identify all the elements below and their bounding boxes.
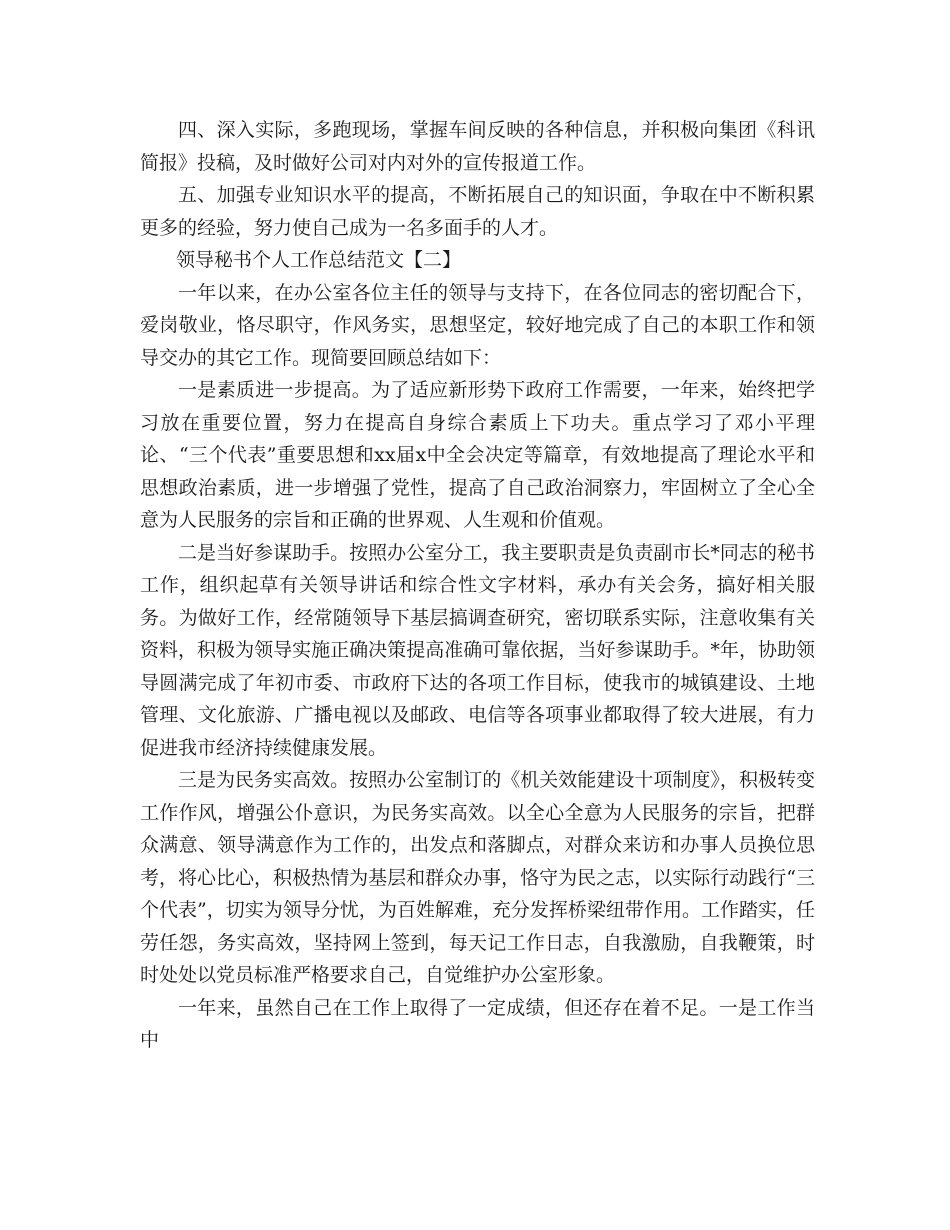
paragraph-item-five: 五、加强专业知识水平的提高，不断拓展自己的知识面，争取在中不断积累更多的经验，努力使自己成为一名多面手的人才。 [140, 184, 815, 239]
document-body [140, 114, 815, 1057]
paragraph-shortcomings: 一年来，虽然自己在工作上取得了一定成绩，但还存在着不足。一是工作当中 [140, 996, 815, 1051]
paragraph-intro: 一年以来，在办公室各位主任的领导与支持下，在各位同志的密切配合下，爱岗敬业，恪尽职守，作风务实，思想坚定，较好地完成了自己的本职工作和领导交办的其它工作。现简要回顾总结如下： [140, 281, 815, 369]
paragraph-item-four: 四、深入实际，多跑现场，掌握车间反映的各种信息，并积极向集团《科讯简报》投稿，及时做好公司对内对外的宣传报道工作。 [140, 119, 815, 174]
paragraph-quality: 一是素质进一步提高。为了适应新形势下政府工作需要，一年来，始终把学习放在重要位置，努力在提高自身综合素质上下功夫。重点学习了邓小平理论、“三个代表”重要思想和xx届x中全会决定等篇章，有效地提高了理论水平和思想政治素质，进一步增强了党性，提高了自己政治洞察力，牢固树立了全心全意为人民服务的宗旨和正确的世界观、人生观和价值观。 [140, 379, 815, 531]
paragraph-assistant: 二是当好参谋助手。按照办公室分工，我主要职责是负责副市长*同志的秘书工作，组织起草有关领导讲话和综合性文字材料，承办有关会务，搞好相关服务。为做好工作，经常随领导下基层搞调查研究，密切联系实际，注意收集有关资料，积极为领导实施正确决策提高准确可靠依据，当好参谋助手。*年，协助领导圆满完成了年初市委、市政府下达的各项工作目标，使我市的城镇建设、土地管理、文化旅游、广播电视以及邮政、电信等各项事业都取得了较大进展，有力促进我市经济持续健康发展。 [140, 541, 815, 759]
section-heading: 领导秘书个人工作总结范文【二】 [176, 249, 462, 271]
paragraph-efficiency: 三是为民务实高效。按照办公室制订的《机关效能建设十项制度》，积极转变工作作风，增强公仆意识，为民务实高效。以全心全意为人民服务的宗旨，把群众满意、领导满意作为工作的，出发点和落脚点，对群众来访和办事人员换位思考，将心比心，积极热情为基层和群众办事，恪守为民之志，以实际行动践行“三个代表”，切实为领导分忧，为百姓解难，充分发挥桥梁纽带作用。工作踏实，任劳任怨，务实高效，坚持网上签到，每天记工作日志，自我激励，自我鞭策，时时处处以党员标准严格要求自己，自觉维护办公室形象。 [140, 769, 815, 986]
